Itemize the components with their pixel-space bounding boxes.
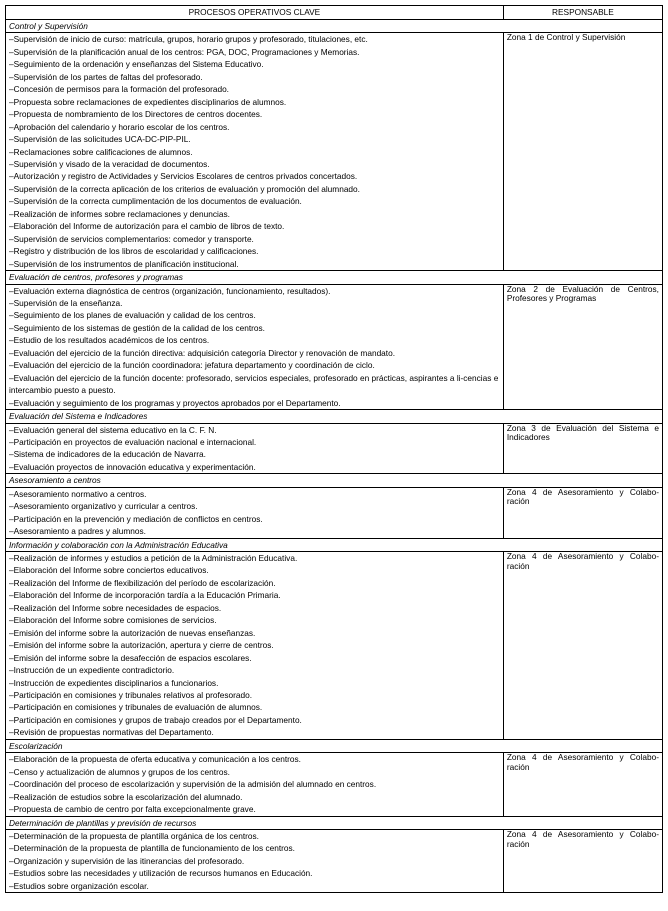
section-responsible: Zona 2 de Evaluación de Centros, Profesores y Programas [503, 284, 662, 410]
process-item: –Coordinación del proceso de escolarización y supervisión de la admisión del alumnado en centros. [9, 779, 377, 790]
section-items-row [6, 33, 663, 271]
header-processes: PROCESOS OPERATIVOS CLAVE [6, 6, 504, 20]
section-responsible: Zona 4 de Asesoramiento y Colabo-ración [503, 830, 662, 893]
section-title: Determinación de plantillas y previsión de recursos [6, 816, 663, 829]
process-item: –Supervisión de inicio de curso: matrícula, grupos, horario grupos y profesorado, titulaciones, etc. [9, 34, 368, 45]
section-title: Asesoramiento a centros [6, 474, 663, 487]
process-item: –Reclamaciones sobre calificaciones de alumnos. [9, 146, 193, 157]
section-items [6, 423, 504, 474]
process-item: –Elaboración del Informe de incorporación tardía a la Educación Primaria. [9, 590, 281, 601]
process-item: –Evaluación y seguimiento de los programas y proyectos aprobados por el Departamento. [9, 397, 341, 408]
section-title: Control y Supervisión [6, 20, 663, 33]
process-item: –Supervisión de la enseñanza. [9, 297, 123, 308]
section-items-row [6, 487, 663, 538]
process-item: –Participación en proyectos de evaluación nacional e internacional. [9, 436, 257, 447]
process-item: –Supervisión y visado de la veracidad de documentos. [9, 158, 210, 169]
process-item: –Seguimiento de los planes de evaluación y calidad de los centros. [9, 310, 256, 321]
process-item: –Supervisión de los partes de faltas del profesorado. [9, 71, 203, 82]
process-item: –Organización y supervisión de las itinerancias del profesorado. [9, 855, 245, 866]
process-item: –Sistema de indicadores de la educación de Navarra. [9, 449, 206, 460]
process-item: –Supervisión de servicios complementarios: comedor y transporte. [9, 233, 254, 244]
section-items-row [6, 830, 663, 893]
process-item: –Realización de informes y estudios a petición de la Administración Educativa. [9, 553, 298, 564]
process-item: –Evaluación general del sistema educativo en la C. F. N. [9, 424, 217, 435]
section-items [6, 284, 504, 410]
process-item: –Supervisión de las solicitudes UCA-DC-PIP-PIL. [9, 134, 191, 145]
section-title-row [6, 739, 663, 752]
processes-table [5, 5, 663, 893]
process-item: –Elaboración del Informe sobre conciertos educativos. [9, 565, 209, 576]
section-responsible: Zona 4 de Asesoramiento y Colabo-ración [503, 753, 662, 816]
process-item: –Participación en comisiones y grupos de trabajo creados por el Departamento. [9, 714, 302, 725]
process-item: –Estudio de los resultados académicos de los centros. [9, 335, 210, 346]
section-items [6, 830, 504, 893]
process-item: –Evaluación externa diagnóstica de centros (organización, funcionamiento, resultados). [9, 285, 331, 296]
process-item: –Instrucción de un expediente contradictorio. [9, 665, 175, 676]
process-item: –Revisión de propuestas normativas del Departamento. [9, 727, 214, 738]
process-item: –Supervisión de la planificación anual de los centros: PGA, DOC, Programaciones y Memorias. [9, 46, 360, 57]
process-item: –Supervisión de la correcta aplicación de los criterios de evaluación y promoción del alumnado. [9, 183, 360, 194]
section-title: Evaluación de centros, profesores y programas [6, 271, 663, 284]
section-responsible: Zona 4 de Asesoramiento y Colabo-ración [503, 487, 662, 538]
process-item: –Estudios sobre las necesidades y utilización de recursos humanos en Educación. [9, 868, 313, 879]
process-item: –Concesión de permisos para la formación del profesorado. [9, 84, 229, 95]
process-item: –Propuesta sobre reclamaciones de expedientes disciplinarios de alumnos. [9, 96, 287, 107]
section-items [6, 753, 504, 816]
section-title-row [6, 20, 663, 33]
section-items [6, 552, 504, 740]
process-item: –Participación en comisiones y tribunales relativos al profesorado. [9, 690, 253, 701]
process-item: –Elaboración del Informe de autorización para el cambio de libros de texto. [9, 221, 285, 232]
section-items [6, 33, 504, 271]
process-item: –Asesoramiento organizativo y curricular a centros. [9, 501, 198, 512]
section-title: Información y colaboración con la Administración Educativa [6, 538, 663, 551]
section-title-row [6, 271, 663, 284]
process-item: –Determinación de la propuesta de plantilla orgánica de los centros. [9, 831, 259, 841]
process-item: –Evaluación proyectos de innovación educativa y experimentación. [9, 461, 256, 472]
process-item: –Autorización y registro de Actividades y Servicios Escolares de centros privados concertados. [9, 171, 358, 182]
process-item: –Emisión del informe sobre la desafección de espacios escolares. [9, 652, 252, 663]
process-item: –Participación en comisiones y tribunales de evaluación de alumnos. [9, 702, 263, 713]
section-title: Evaluación del Sistema e Indicadores [6, 410, 663, 423]
process-item: –Evaluación del ejercicio de la función docente: profesorado, servicios especiales, profesorado en prácticas, aspirantes a li-cencias e intercambio puesto a puesto. [9, 372, 499, 396]
section-items-row [6, 552, 663, 740]
process-item: –Elaboración de la propuesta de oferta educativa y comunicación a los centros. [9, 754, 301, 765]
process-item: –Emisión del informe sobre la autorización, apertura y cierre de centros. [9, 640, 274, 651]
process-item: –Evaluación del ejercicio de la función coordinadora: jefatura departamento y coordinación de ciclo. [9, 360, 375, 371]
process-item: –Propuesta de nombramiento de los Directores de centros docentes. [9, 109, 263, 120]
process-item: –Censo y actualización de alumnos y grupos de los centros. [9, 766, 230, 777]
section-title: Escolarización [6, 739, 663, 752]
section-items-row [6, 423, 663, 474]
process-item: –Realización del Informe de flexibilización del período de escolarización. [9, 577, 276, 588]
process-item: –Participación en la prevención y mediación de conflictos en centros. [9, 513, 263, 524]
process-item: –Realización de informes sobre reclamaciones y denuncias. [9, 208, 230, 219]
process-item: –Asesoramiento normativo a centros. [9, 488, 147, 499]
section-items-row [6, 753, 663, 816]
process-item: –Realización del Informe sobre necesidades de espacios. [9, 602, 222, 613]
process-item: –Determinación de la propuesta de plantilla de funcionamiento de los centros. [9, 843, 295, 854]
section-responsible: Zona 1 de Control y Supervisión [503, 33, 662, 271]
section-items [6, 487, 504, 538]
process-item: –Supervisión de la correcta cumplimentación de los documentos de evaluación. [9, 196, 302, 207]
process-item: –Seguimiento de los sistemas de gestión de la calidad de los centros. [9, 322, 265, 333]
section-responsible: Zona 3 de Evaluación del Sistema e Indicadores [503, 423, 662, 474]
process-item: –Elaboración del Informe sobre comisiones de servicios. [9, 615, 217, 626]
process-item: –Aprobación del calendario y horario escolar de los centros. [9, 121, 230, 132]
header-row [6, 6, 663, 20]
process-item: –Instrucción de expedientes disciplinarios a funcionarios. [9, 677, 219, 688]
section-title-row [6, 410, 663, 423]
process-item: –Registro y distribución de los libros de escolaridad y calificaciones. [9, 246, 259, 257]
process-item: –Seguimiento de la ordenación y enseñanzas del Sistema Educativo. [9, 59, 264, 70]
section-responsible: Zona 4 de Asesoramiento y Colabo-ración [503, 552, 662, 740]
process-item: –Realización de estudios sobre la escolarización del alumnado. [9, 791, 243, 802]
header-responsible: RESPONSABLE [503, 6, 662, 20]
section-items-row [6, 284, 663, 410]
process-item: –Evaluación del ejercicio de la función directiva: adquisición categoría Director y renovación de mandato. [9, 347, 396, 358]
section-title-row [6, 538, 663, 551]
process-item: –Asesoramiento a padres y alumnos. [9, 526, 146, 537]
section-title-row [6, 474, 663, 487]
process-item: –Emisión del informe sobre la autorización de nuevas enseñanzas. [9, 627, 256, 638]
process-item: –Propuesta de cambio de centro por falta excepcionalmente grave. [9, 804, 256, 815]
process-item: –Supervisión de los instrumentos de planificación institucional. [9, 258, 239, 269]
process-item: –Estudios sobre organización escolar. [9, 880, 149, 891]
section-title-row [6, 816, 663, 829]
